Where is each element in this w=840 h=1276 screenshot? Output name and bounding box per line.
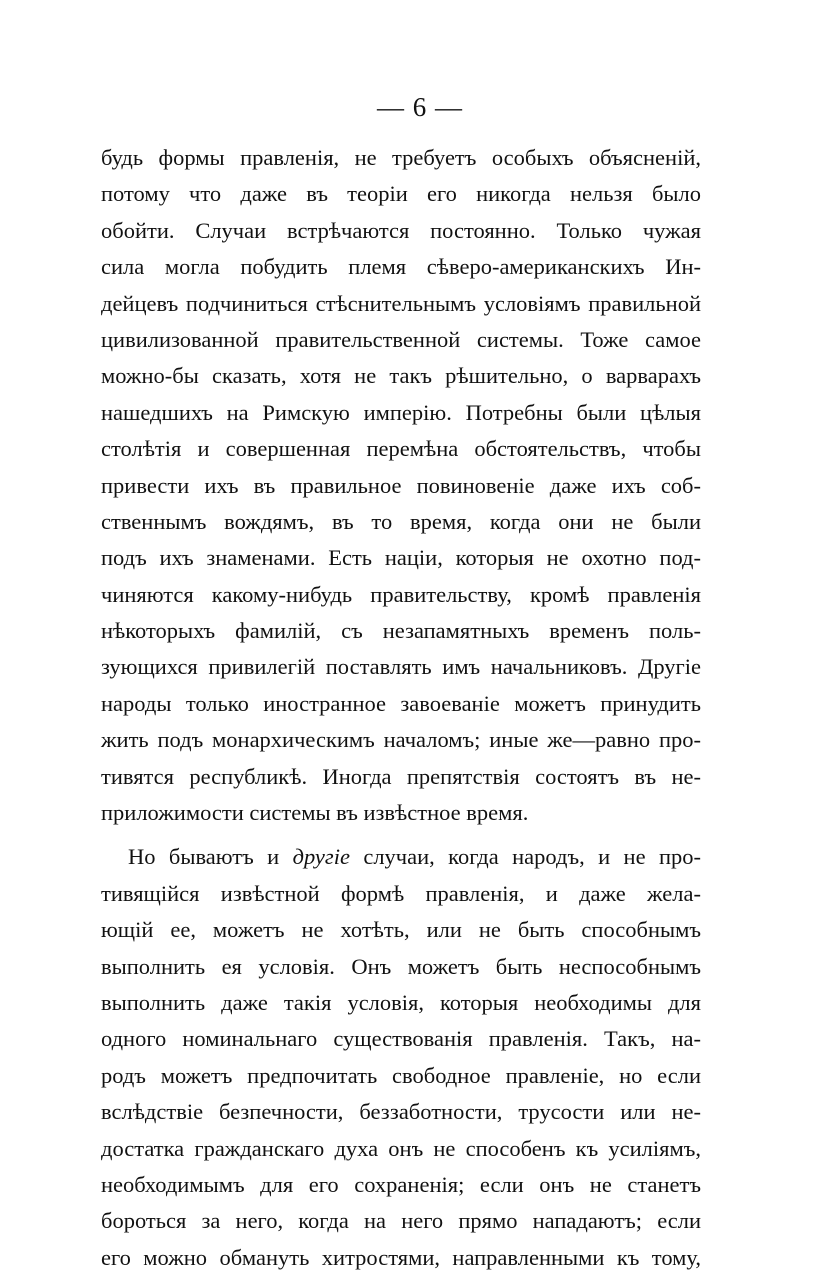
text-line: нашедшихъ на Римскую имперію. Потребны были цѣлыя <box>101 399 701 425</box>
text-line: ственнымъ вождямъ, въ то время, когда они не были <box>101 508 701 534</box>
text-line: столѣтія и совершенная перемѣна обстоятельствъ, чтобы <box>101 436 701 462</box>
text-line: необходимымъ для его сохраненія; если онъ не станетъ <box>101 1171 701 1197</box>
text-line: сила могла побудить племя сѣверо-американскихъ Ин- <box>101 254 701 280</box>
text-line: будь формы правленія, не требуетъ особыхъ объясненій, <box>101 145 701 170</box>
text-line: привести ихъ въ правильное повиновеніе даже ихъ соб- <box>101 472 701 498</box>
text-line: чиняются какому-нибудь правительству, кромѣ правленія <box>101 581 701 607</box>
text-line: выполнить даже такія условія, которыя необходимы для <box>101 989 701 1015</box>
text-line: потому что даже въ теоріи его никогда нельзя было <box>101 181 701 207</box>
paragraph-gap <box>101 831 701 839</box>
text-line: выполнить ея условія. Онъ можетъ быть неспособнымъ <box>101 953 701 979</box>
text-line: приложимости системы въ извѣстное время. <box>101 800 529 826</box>
text-line: тивятся республикѣ. Иногда препятствія состоятъ въ не- <box>101 763 701 789</box>
page-number: — 6 — <box>377 92 463 122</box>
text-line: зующихся привилегій поставлять имъ начальниковъ. Другіе <box>101 654 701 680</box>
text-line: нѣкоторыхъ фамилій, съ незапамятныхъ временъ поль- <box>101 618 701 644</box>
paragraph-1 <box>101 140 701 831</box>
text-line: ющій ее, можетъ не хотѣть, или не быть способнымъ <box>101 917 701 943</box>
text-line: подъ ихъ знаменами. Есть націи, которыя не охотно под- <box>101 545 701 571</box>
text-line: дейцевъ подчиниться стѣснительнымъ условіямъ правильной <box>101 290 701 316</box>
text-line <box>101 839 701 875</box>
text-line: вслѣдствіе безпечности, беззаботности, трусости или не- <box>101 1099 701 1125</box>
text-line: тивящійся извѣстной формѣ правленія, и даже жела- <box>101 880 701 906</box>
text-run: Но бываютъ и <box>128 844 293 870</box>
text-line: можно-бы сказать, хотя не такъ рѣшительно, о варварахъ <box>101 363 701 389</box>
text-line: его можно обмануть хитростями, направленными къ тому, <box>101 1244 701 1270</box>
paragraph-2 <box>101 839 701 1276</box>
text-line: одного номинальнаго существованія правленія. Такъ, на- <box>101 1026 701 1052</box>
text-line: достатка гражданскаго духа онъ не способенъ къ усиліямъ, <box>101 1135 701 1161</box>
text-line: обойти. Случаи встрѣчаются постоянно. Только чужая <box>101 217 701 243</box>
italic-word: другіе <box>292 844 350 870</box>
text-line: жить подъ монархическимъ началомъ; иные же—равно про- <box>101 727 701 753</box>
text-line: народы только иностранное завоеваніе можетъ принудить <box>101 690 701 716</box>
text-line: родъ можетъ предпочитать свободное правленіе, но если <box>101 1062 701 1088</box>
text-line: цивилизованной правительственной системы. Тоже самое <box>101 326 701 352</box>
page-text <box>101 140 701 1276</box>
text-run: случаи, когда народъ, и не про- <box>349 844 702 870</box>
text-line: бороться за него, когда на него прямо нападаютъ; если <box>101 1208 701 1234</box>
